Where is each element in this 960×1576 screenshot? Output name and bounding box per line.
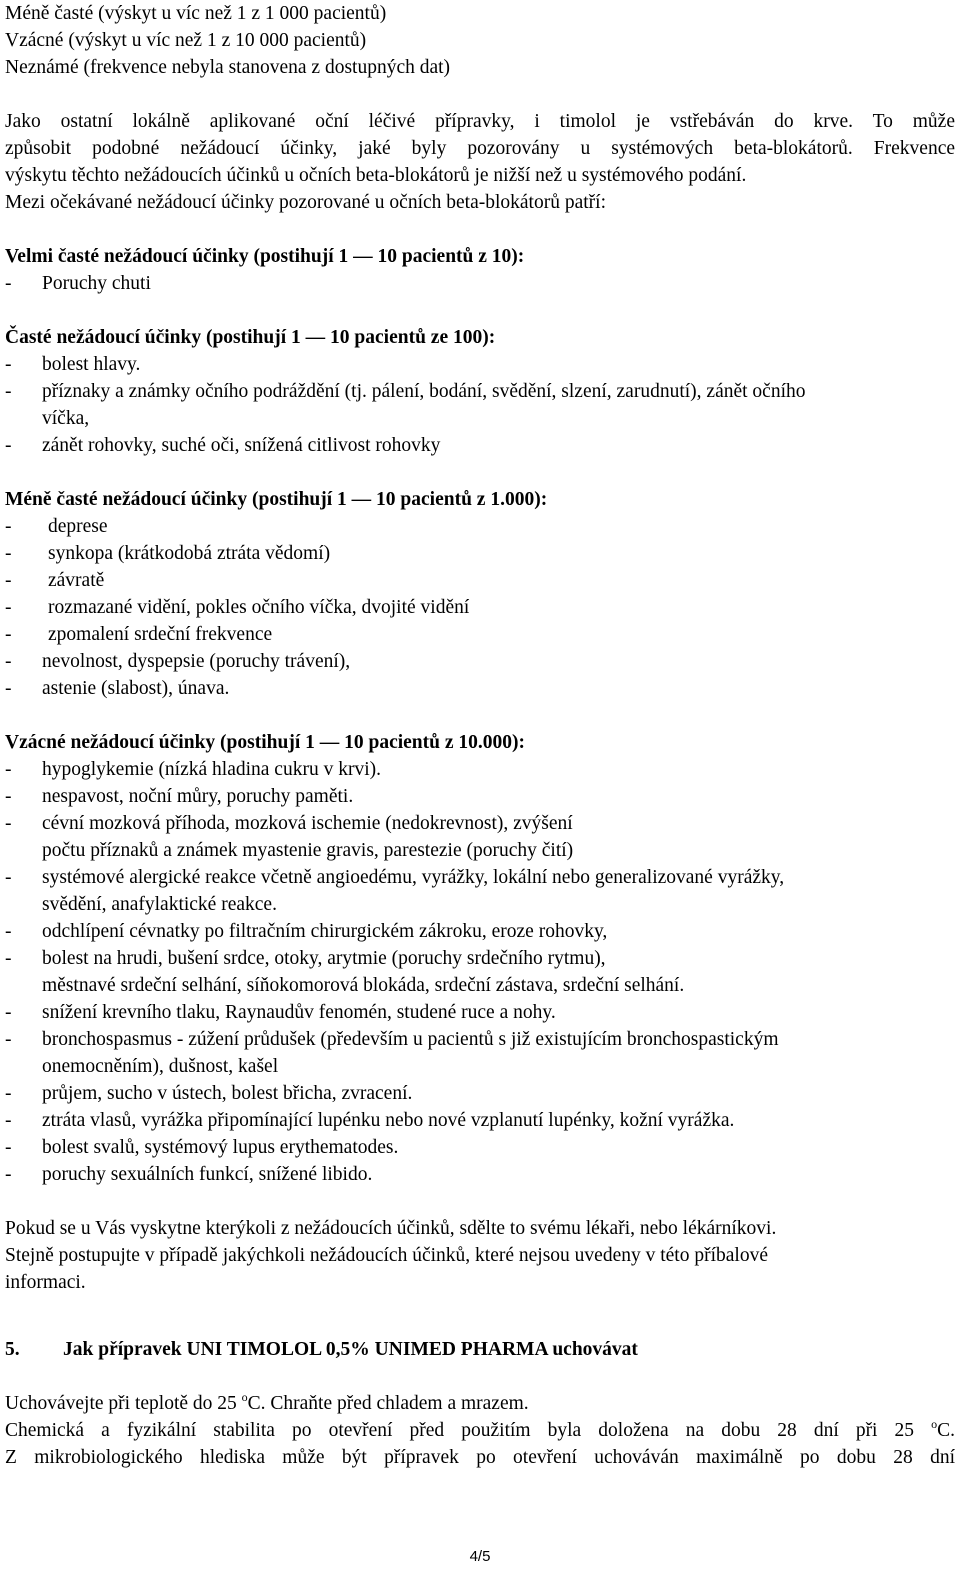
list-dash: - — [5, 1029, 12, 1050]
list-item — [5, 540, 955, 567]
list-item — [5, 351, 955, 378]
list-dash: - — [5, 678, 12, 699]
list-dash: - — [5, 813, 12, 834]
list-item — [5, 999, 955, 1026]
list-dash: - — [5, 597, 12, 618]
storage-line-2 — [5, 1417, 955, 1444]
list-item-continuation: onemocněním), dušnost, kašel — [42, 1056, 279, 1077]
freq-rare: Vzácné (výskyt u víc než 1 z 10 000 pacientů) — [5, 30, 367, 51]
list-item-text: systémové alergické reakce včetně angioedému, vyrážky, lokální nebo generalizované vyrážky, — [42, 867, 785, 888]
storage-line-3: Z mikrobiologického hlediska může být přípravek po otevření uchováván maximálně po dobu 28 dní — [5, 1447, 955, 1468]
intro-line: způsobit podobné nežádoucí účinky, jaké byly pozorovány u systémových beta-blokátorů. Frekvence — [5, 138, 955, 159]
list-item — [5, 1134, 955, 1161]
list-item-text: poruchy sexuálních funkcí, snížené libido. — [42, 1164, 373, 1185]
uncommon-section — [5, 486, 955, 702]
list-dash: - — [5, 948, 12, 969]
list-item — [5, 756, 955, 783]
list-dash: - — [5, 435, 12, 456]
intro-line: Mezi očekávané nežádoucí účinky pozorované u očních beta-blokátorů patří: — [5, 192, 606, 213]
list-item-text: bolest na hrudi, bušení srdce, otoky, arytmie (poruchy srdečního rytmu), — [42, 948, 606, 969]
list-item — [5, 1026, 955, 1053]
list-item — [5, 783, 955, 810]
list-item — [5, 945, 955, 972]
list-item — [5, 1080, 955, 1107]
list-dash: - — [5, 759, 12, 780]
report-line: Pokud se u Vás vyskytne kterýkoli z nežádoucích účinků, sdělte to svému lékaři, nebo lékárníkovi. — [5, 1218, 777, 1239]
list-item-text: rozmazané vidění, pokles očního víčka, dvojité vidění — [48, 597, 470, 618]
section-title: Jak přípravek UNI TIMOLOL 0,5% UNIMED PHARMA uchovávat — [63, 1339, 638, 1360]
list-dash: - — [5, 1164, 12, 1185]
list-dash: - — [5, 354, 12, 375]
section-5-heading — [5, 1336, 955, 1363]
list-dash: - — [5, 1137, 12, 1158]
list-item — [5, 810, 955, 837]
list-item — [5, 918, 955, 945]
storage-line-1 — [5, 1390, 955, 1417]
degree-sup: o — [241, 1390, 248, 1404]
storage-paragraph — [5, 1390, 955, 1471]
storage-text: C. — [937, 1420, 955, 1441]
list-item-text: nevolnost, dyspepsie (poruchy trávení), — [42, 651, 351, 672]
page-number: 4/5 — [469, 1548, 491, 1565]
list-dash: - — [5, 1110, 12, 1131]
list-item-text: synkopa (krátkodobá ztráta vědomí) — [48, 543, 331, 564]
list-item-text: zpomalení srdeční frekvence — [48, 624, 273, 645]
list-item — [5, 1107, 955, 1134]
very-common-heading: Velmi časté nežádoucí účinky (postihují 1 — 10 pacientů z 10): — [5, 246, 525, 267]
list-item-text: Poruchy chuti — [42, 273, 151, 294]
list-item — [5, 378, 955, 405]
list-dash: - — [5, 651, 12, 672]
intro-paragraph — [5, 108, 955, 216]
list-item — [5, 594, 955, 621]
list-dash: - — [5, 381, 12, 402]
rare-heading: Vzácné nežádoucí účinky (postihují 1 — 10 pacientů z 10.000): — [5, 732, 526, 753]
storage-text: C. Chraňte před chladem a mrazem. — [247, 1393, 529, 1414]
storage-text: Chemická a fyzikální stabilita po otevření před použitím byla doložena na dobu 28 dní při 25 — [5, 1420, 932, 1441]
list-item-continuation: městnavé srdeční selhání, síňokomorová blokáda, srdeční zástava, srdeční selhání. — [42, 975, 685, 996]
list-dash: - — [5, 786, 12, 807]
list-item — [5, 675, 955, 702]
list-item-text: bolest hlavy. — [42, 354, 141, 375]
section-number: 5. — [5, 1339, 20, 1360]
list-item-text: snížení krevního tlaku, Raynaudův fenomén, studené ruce a nohy. — [42, 1002, 556, 1023]
list-item — [5, 513, 955, 540]
list-item-continuation: počtu příznaků a známek myastenie gravis, parestezie (poruchy čití) — [42, 840, 574, 861]
list-item-text: ztráta vlasů, vyrážka připomínající lupénku nebo nové vzplanutí lupénky, kožní vyrážka. — [42, 1110, 735, 1131]
list-dash: - — [5, 624, 12, 645]
document-page — [5, 0, 955, 1471]
list-item-text: astenie (slabost), únava. — [42, 678, 230, 699]
list-item — [5, 432, 955, 459]
rare-list — [5, 756, 955, 1188]
report-line: informaci. — [5, 1272, 86, 1293]
list-item — [5, 567, 955, 594]
list-item — [5, 864, 955, 891]
very-common-section — [5, 243, 955, 297]
list-item-text: průjem, sucho v ústech, bolest břicha, zvracení. — [42, 1083, 413, 1104]
list-item-text: bolest svalů, systémový lupus erythematodes. — [42, 1137, 399, 1158]
freq-unknown: Neznámé (frekvence nebyla stanovena z dostupných dat) — [5, 57, 451, 78]
degree-sup: o — [931, 1417, 938, 1431]
intro-line: výskytu těchto nežádoucích účinků u očních beta-blokátorů je nižší než u systémového podání. — [5, 165, 747, 186]
uncommon-heading: Méně časté nežádoucí účinky (postihují 1 — 10 pacientů z 1.000): — [5, 489, 548, 510]
list-item — [5, 621, 955, 648]
list-dash: - — [5, 1083, 12, 1104]
common-heading: Časté nežádoucí účinky (postihují 1 — 10 pacientů ze 100): — [5, 327, 496, 348]
list-item-continuation: víčka, — [42, 408, 90, 429]
list-item-text: zánět rohovky, suché oči, snížená citlivost rohovky — [42, 435, 441, 456]
list-item-text: cévní mozková příhoda, mozková ischemie (nedokrevnost), zvýšení — [42, 813, 573, 834]
report-line: Stejně postupujte v případě jakýchkoli nežádoucích účinků, které nejsou uvedeny v této příbalové — [5, 1245, 768, 1266]
list-item-text: nespavost, noční můry, poruchy paměti. — [42, 786, 354, 807]
rare-section — [5, 729, 955, 1188]
list-dash: - — [5, 273, 12, 294]
report-paragraph — [5, 1215, 955, 1296]
list-item-text: příznaky a známky očního podráždění (tj. pálení, bodání, svědění, slzení, zarudnutí), zánět očního — [42, 381, 806, 402]
list-item-text: bronchospasmus - zúžení průdušek (především u pacientů s již existujícím bronchospastickým — [42, 1029, 779, 1050]
list-dash: - — [5, 1002, 12, 1023]
storage-text: Uchovávejte při teplotě do 25 — [5, 1393, 242, 1414]
list-item — [5, 270, 955, 297]
common-section — [5, 324, 955, 459]
list-dash: - — [5, 570, 12, 591]
intro-line: Jako ostatní lokálně aplikované oční léčivé přípravky, i timolol je vstřebáván do krve. To může — [5, 111, 955, 132]
list-item-text: deprese — [48, 516, 108, 537]
list-item-text: závratě — [48, 570, 105, 591]
list-item-continuation: svědění, anafylaktické reakce. — [42, 894, 277, 915]
freq-uncommon: Méně časté (výskyt u víc než 1 z 1 000 pacientů) — [5, 3, 387, 24]
list-dash: - — [5, 867, 12, 888]
list-item — [5, 1161, 955, 1188]
list-dash: - — [5, 543, 12, 564]
frequency-legend — [5, 0, 955, 81]
list-dash: - — [5, 921, 12, 942]
list-item-text: hypoglykemie (nízká hladina cukru v krvi). — [42, 759, 381, 780]
list-item-text: odchlípení cévnatky po filtračním chirurgickém zákroku, eroze rohovky, — [42, 921, 608, 942]
list-item — [5, 648, 955, 675]
list-dash: - — [5, 516, 12, 537]
